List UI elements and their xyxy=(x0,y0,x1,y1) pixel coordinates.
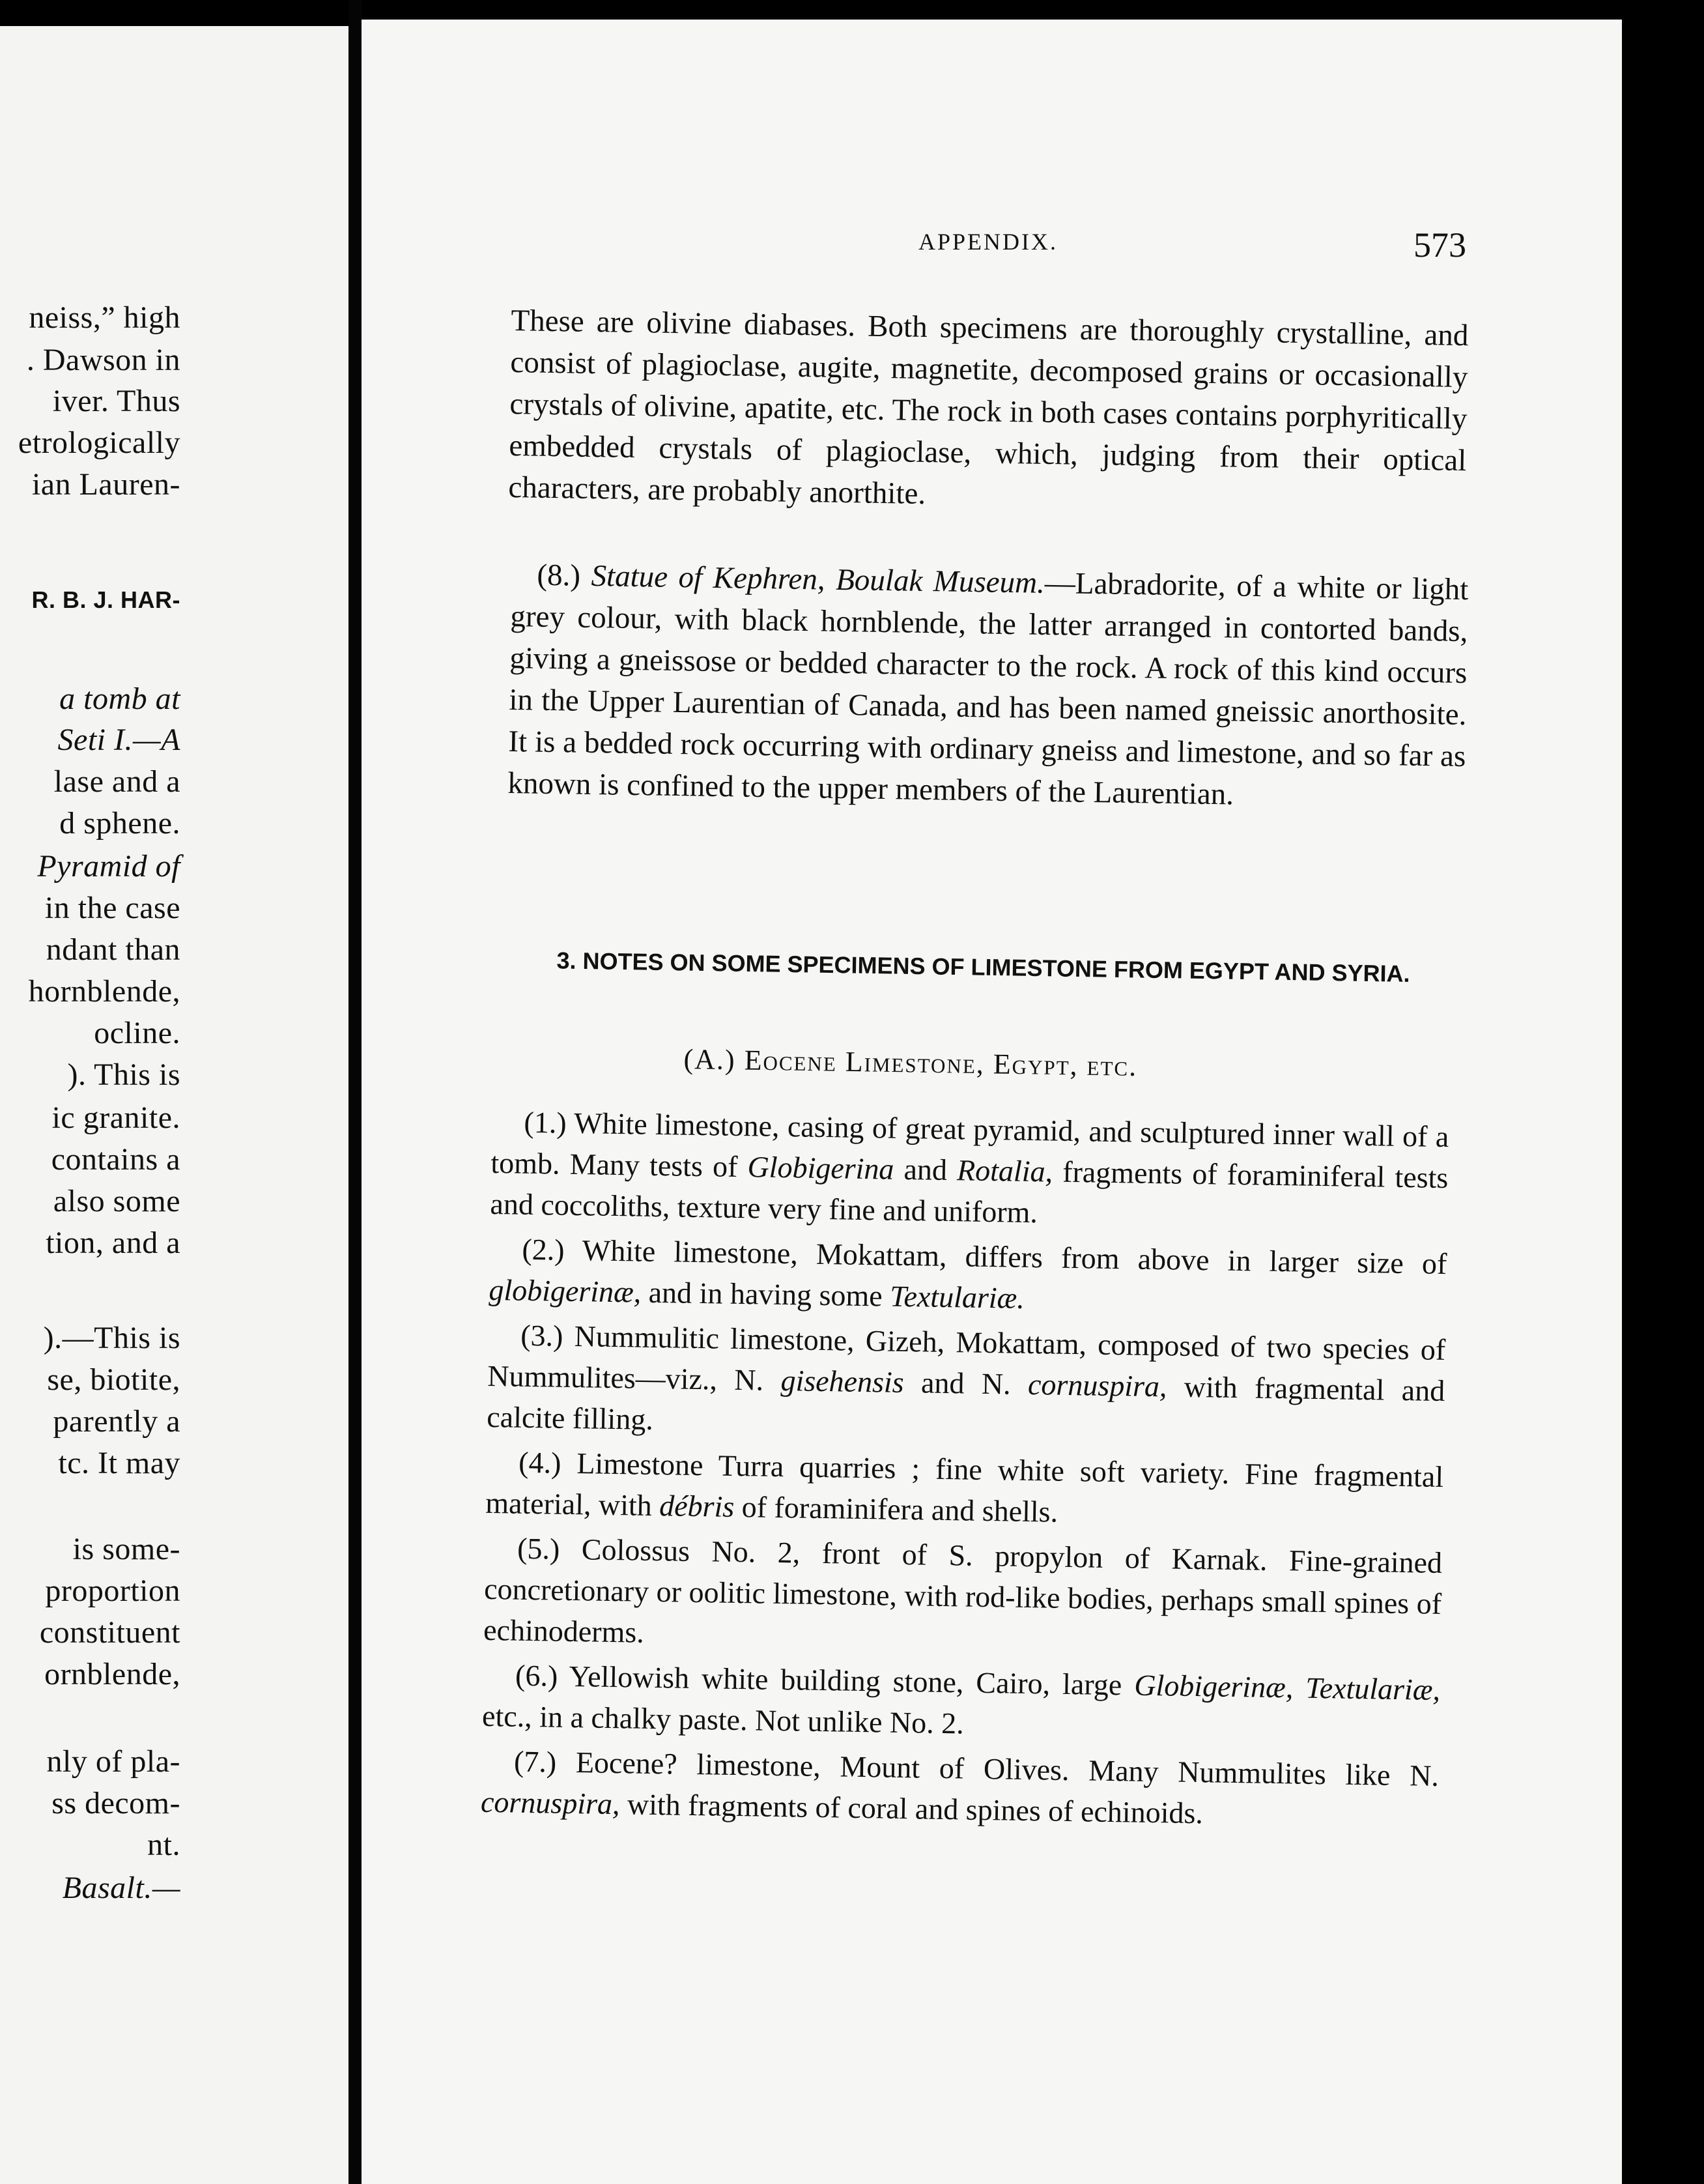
left-page-line: in the case xyxy=(44,891,180,925)
left-page-line: neiss,” high xyxy=(29,300,180,335)
limestone-item xyxy=(485,1441,1444,1538)
limestone-item xyxy=(481,1740,1440,1837)
left-page-line: ).—This is xyxy=(43,1321,180,1355)
left-page-line: tc. It may xyxy=(58,1446,180,1480)
left-page-line: ). This is xyxy=(67,1057,180,1092)
limestone-item xyxy=(487,1314,1446,1452)
left-page-line: constituent xyxy=(39,1615,180,1650)
left-page-line: ocline. xyxy=(94,1016,180,1050)
item-text: (7.) Eocene? limestone, Mount of Olives. Many Nummulites like N. xyxy=(513,1744,1440,1792)
left-page-fragment xyxy=(0,26,348,2184)
item-text: (4.) Limestone Turra quarries ; fine white soft variety. Fine fragmental material, with xyxy=(485,1445,1444,1523)
item-text: (2.) White limestone, Mokattam, differs from above in larger size of xyxy=(522,1232,1447,1281)
left-page-line: is some- xyxy=(72,1532,180,1566)
paragraph-statue-of-kephren xyxy=(507,554,1469,819)
item-text: (1.) White limestone, casing of great pyramid, and sculptured inner wall of a tomb. Many tests of xyxy=(490,1105,1449,1184)
limestone-item xyxy=(490,1101,1449,1239)
page-573 xyxy=(362,20,1622,2184)
left-page-line: d sphene. xyxy=(59,806,180,841)
left-page-line: ian Lauren- xyxy=(31,467,180,502)
item-italic-term: Rotalia, xyxy=(956,1153,1053,1188)
item-number: (8.) xyxy=(537,558,581,593)
left-page-line: ndant than xyxy=(46,932,180,967)
left-page-line: ss decom- xyxy=(51,1786,180,1820)
limestone-item xyxy=(483,1527,1443,1665)
item-text: with fragmental and calcite filling. xyxy=(486,1370,1445,1436)
limestone-specimen-list xyxy=(481,1101,1449,1841)
left-page-line: a tomb at xyxy=(59,682,180,716)
left-page-line: nt. xyxy=(147,1828,180,1862)
left-page-line: proportion xyxy=(45,1573,180,1608)
paragraph-olivine-diabases: These are olivine diabases. Both specimens are thoroughly crystalline, and consist of plagioclase, augite, magnetite, decomposed grains or occasionally crystals of olivine, apatite, etc. The rock in both cases contains porphyritically embedded crystals of plagioclase, which, judging from their optical characters, are probably anorthite. xyxy=(508,303,1469,511)
item-italic-term: débris xyxy=(659,1489,735,1523)
item-text: and in having some xyxy=(640,1275,890,1313)
left-page-line: lase and a xyxy=(53,764,180,799)
section-heading: 3. NOTES ON SOME SPECIMENS OF LIMESTONE FROM EGYPT AND SYRIA. xyxy=(556,947,1410,987)
left-page-line: nly of pla- xyxy=(46,1744,180,1779)
item-body: —Labradorite, of a white or light grey colour, with black hornblende, the latter arranged in contorted bands, giving a gneissose or bedded character to the rock. A rock of this kind occurs in the Upper Laurentian of Canada, and has been named gneissic anorthosite. It is a bedded rock occurring with ordinary gneiss and limestone, and so far as known is confined to the upper members of the Laurentian. xyxy=(507,566,1469,812)
left-page-line: etrologically xyxy=(18,425,180,460)
left-page-line: R. B. J. HAR- xyxy=(31,586,180,613)
left-page-line: also some xyxy=(53,1184,180,1218)
item-italic-term: cornuspira, xyxy=(480,1785,620,1821)
page-number: 573 xyxy=(1413,225,1466,265)
left-page-line: Seti I.—A xyxy=(57,723,180,757)
left-page-line: parently a xyxy=(53,1404,180,1439)
item-text: (5.) Colossus No. 2, front of S. propylon of Karnak. Fine-grained concretionary or oolitic limestone, with rod-like bodies, perhaps small spines of echinoderms. xyxy=(483,1531,1443,1649)
item-text: of foraminifera and shells. xyxy=(733,1489,1058,1529)
item-text: etc., in a chalky paste. Not unlike No. 2. xyxy=(481,1699,965,1740)
left-page-line: Pyramid of xyxy=(37,849,180,884)
item-title: Statue of Kephren, Boulak Museum. xyxy=(591,558,1045,600)
item-text: and N. xyxy=(903,1365,1029,1401)
left-page-line: Basalt.— xyxy=(62,1871,180,1905)
limestone-item xyxy=(489,1228,1447,1325)
item-text: (3.) Nummulitic limestone, Gizeh, Mokattam, composed of two species of Nummulites—viz., N. xyxy=(487,1318,1446,1398)
left-page-line: tion, and a xyxy=(46,1226,180,1260)
item-italic-term: Globigerinæ, Textulariæ, xyxy=(1133,1668,1441,1706)
left-page-line: ic granite. xyxy=(51,1100,180,1135)
item-italic-term: Textulariæ. xyxy=(889,1279,1025,1315)
left-page-line: hornblende, xyxy=(28,974,180,1009)
item-text: and xyxy=(894,1152,958,1187)
limestone-item xyxy=(482,1654,1441,1751)
left-page-line: se, biotite, xyxy=(47,1362,180,1397)
item-text: (6.) Yellowish white building stone, Cairo, large xyxy=(515,1658,1135,1702)
running-head: APPENDIX. xyxy=(918,229,1058,255)
left-page-line: contains a xyxy=(51,1142,180,1177)
left-page-line: . Dawson in xyxy=(26,343,180,377)
left-page-line: iver. Thus xyxy=(52,384,180,418)
left-page-text xyxy=(0,26,348,2184)
scan-border xyxy=(1622,0,1704,2184)
item-italic-term: Globigerina xyxy=(747,1150,894,1186)
item-italic-term: gisehensis xyxy=(780,1364,905,1399)
item-text: fragments of foraminiferal tests and coccoliths, texture very fine and uniform. xyxy=(490,1155,1449,1229)
book-gutter xyxy=(348,0,362,2184)
item-italic-term: globigerinæ, xyxy=(489,1272,642,1309)
left-page-line: ornblende, xyxy=(44,1657,180,1691)
section-subheading: (A.) Eocene Limestone, Egypt, etc. xyxy=(683,1042,1138,1082)
item-italic-term: cornuspira, xyxy=(1027,1367,1167,1403)
item-text: with fragments of coral and spines of echinoids. xyxy=(619,1787,1204,1830)
